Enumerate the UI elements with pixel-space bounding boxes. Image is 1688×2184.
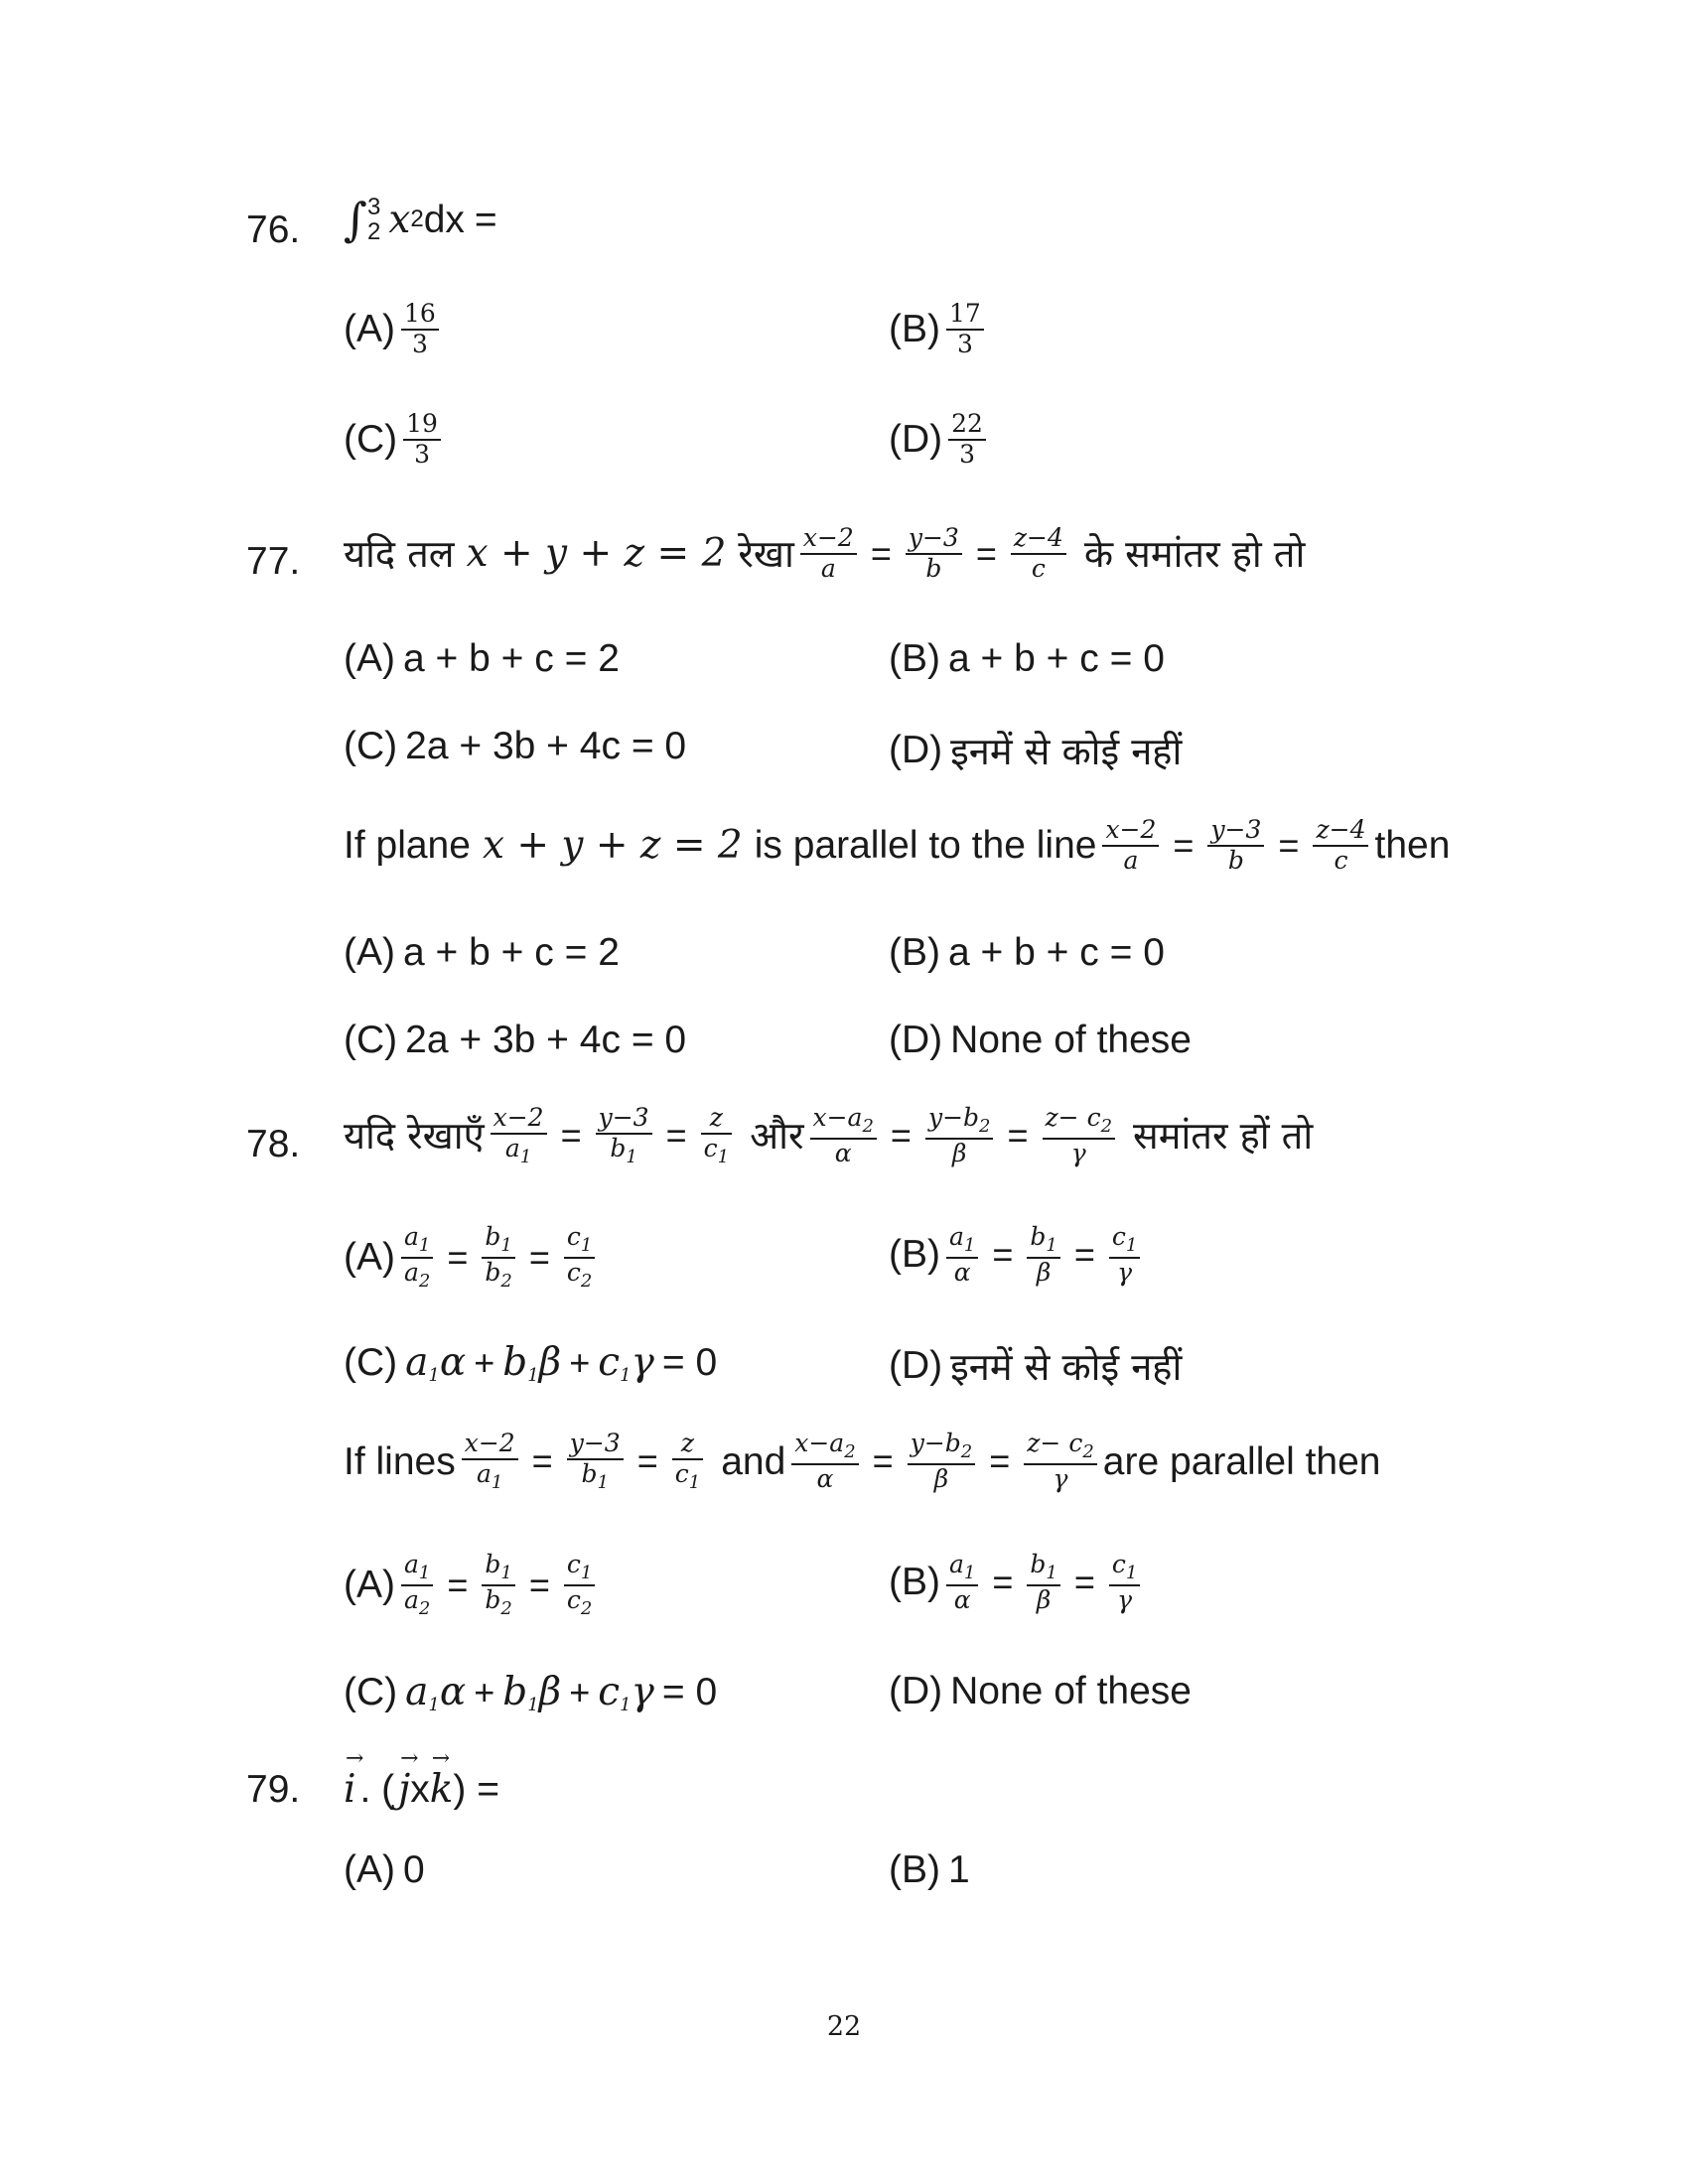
stem-text: समांतर हों तो (1133, 1114, 1314, 1159)
q76-option-c[interactable] (344, 410, 447, 470)
q77-hi-option-d[interactable]: (D) इनमें से कोई नहीं (889, 729, 1183, 773)
page-number: 22 (826, 2011, 862, 2042)
line-fraction: $\frac{z-4}{c}$ (1011, 524, 1066, 584)
option-fraction: $\frac{16}{3}$ (401, 300, 439, 359)
plane-equation: x + y + z = 2 (466, 531, 727, 577)
upper-limit: 3 (366, 194, 381, 220)
option-fraction: $\frac{19}{3}$ (403, 410, 441, 470)
q77-en-option-b[interactable]: (B) a + b + c = 0 (889, 931, 1165, 974)
option-label: (C) (344, 417, 398, 461)
line-fraction: $\frac{x-2}{a}$ (1102, 816, 1159, 876)
q77-stem-english: If plane x + y + z = 2 is parallel to the line $\frac{x-2}{a}$ = $\frac{y-3}{b}$ = $\frac{z-4}{c}$ then (344, 815, 1451, 875)
question-number-76: 76. (246, 208, 301, 251)
line-fraction: $\frac{y-3}{b}$ (1207, 816, 1264, 876)
q78-stem-english: If lines $\frac{x-2}{a_1}$ = $\frac{y-3}{b_1}$ = $\frac{z}{c_1}$ and $\frac{x-a_2}{\alpha}$ = $\frac{y-b_2}{\beta}$ = $\frac{z- c_2}{\gamma}$ are parallel then (344, 1429, 1381, 1493)
line-fraction: $\frac{x-2}{a}$ (800, 524, 857, 584)
q78-hi-option-b[interactable]: (B) $\frac{a_1}{\alpha}$ = $\frac{b_1}{\beta}$ = $\frac{c_1}{\gamma}$ (889, 1223, 1146, 1287)
q77-stem-hindi: यदि तल x + y + z = 2 रेखा $\frac{x-2}{a}$ = $\frac{y-3}{b}$ = $\frac{z-4}{c}$ के समांतर हो तो (344, 523, 1306, 583)
q78-hi-option-c[interactable]: (C) $a_1\alpha$ + $b_1\beta$ + $c_1\gamma$ = 0 (344, 1340, 718, 1386)
lower-limit: 2 (366, 218, 381, 246)
question-number-77: 77. (246, 540, 301, 583)
option-fraction: $\frac{17}{3}$ (946, 300, 984, 359)
stem-text: रेखा (738, 531, 794, 576)
line1-fraction: $\frac{z}{c_1}$ (701, 1104, 732, 1167)
line-fraction: $\frac{y-3}{b}$ (906, 524, 962, 584)
option-fraction: $\frac{22}{3}$ (948, 410, 986, 470)
unit-vector-k: → k (430, 1770, 454, 1809)
q78-en-option-d[interactable]: (D) None of these (889, 1670, 1192, 1712)
q77-en-option-d[interactable]: (D) None of these (889, 1019, 1192, 1061)
stem-text: यदि रेखाएँ (344, 1114, 485, 1159)
stem-text: then (1374, 824, 1451, 868)
q79-stem: → i . ( → j x → k ) = (344, 1770, 499, 1809)
q77-en-option-c[interactable]: (C) 2a + 3b + 4c = 0 (344, 1019, 687, 1061)
integrand: x (388, 197, 411, 242)
q78-en-option-c[interactable]: (C) $a_1\alpha$ + $b_1\beta$ + $c_1\gamma$ = 0 (344, 1670, 718, 1715)
q78-hi-option-d[interactable]: (D) इनमें से कोई नहीं (889, 1344, 1183, 1389)
option-label: (D) (889, 417, 943, 461)
stem-text: are parallel then (1102, 1439, 1381, 1483)
equals-sign: = (474, 198, 497, 241)
stem-text: If plane (344, 824, 471, 868)
unit-vector-j: → j (398, 1770, 410, 1809)
plane-equation: x + y + z = 2 (482, 823, 743, 869)
q77-en-option-a[interactable]: (A) a + b + c = 2 (344, 931, 620, 974)
q78-en-option-b[interactable]: (B) $\frac{a_1}{\alpha}$ = $\frac{b_1}{\beta}$ = $\frac{c_1}{\gamma}$ (889, 1551, 1146, 1614)
line2-fraction: $\frac{x-a_2}{\alpha}$ (810, 1104, 877, 1167)
differential: dx (423, 198, 465, 241)
unit-vector-i: → i (344, 1770, 355, 1809)
q76-option-a[interactable] (344, 300, 445, 359)
q77-hi-option-a[interactable]: (A) a + b + c = 2 (344, 637, 620, 680)
line1-fraction: $\frac{x-2}{a_1}$ (491, 1104, 547, 1167)
stem-text: यदि तल (344, 531, 455, 576)
stem-text: के समांतर हो तो (1083, 531, 1306, 576)
integral-sign: ∫ (344, 193, 367, 247)
question-number-79: 79. (246, 1768, 301, 1811)
stem-text: is parallel to the line (754, 824, 1097, 868)
line-fraction: $\frac{z-4}{c}$ (1313, 816, 1368, 876)
integral-limits (367, 195, 380, 244)
option-label: (A) (344, 307, 395, 350)
q77-hi-option-c[interactable]: (C) 2a + 3b + 4c = 0 (344, 725, 687, 767)
q77-hi-option-b[interactable]: (B) a + b + c = 0 (889, 637, 1165, 680)
stem-text: और (750, 1114, 804, 1159)
q76-stem (344, 193, 497, 247)
line2-fraction: $\frac{y-b_2}{\beta}$ (925, 1104, 994, 1167)
q76-option-b[interactable] (889, 300, 990, 359)
option-label: (B) (889, 307, 940, 350)
q78-stem-hindi: यदि रेखाएँ $\frac{x-2}{a_1}$ = $\frac{y-3}{b_1}$ = $\frac{z}{c_1}$ और $\frac{x-a_2}{\alpha}$ = $\frac{y-b_2}{\beta}$ = $\frac{z- c_2}{\gamma}$ समांतर हों तो (344, 1103, 1314, 1167)
q78-en-option-a[interactable]: (A) $\frac{a_1}{a_2}$ = $\frac{b_1}{b_2}$ = $\frac{c_1}{c_2}$ (344, 1551, 601, 1619)
q79-option-a[interactable]: (A) 0 (344, 1848, 425, 1891)
line1-fraction: $\frac{y-3}{b_1}$ (596, 1104, 652, 1167)
stem-text: and (721, 1439, 786, 1483)
q78-hi-option-a[interactable]: (A) $\frac{a_1}{a_2}$ = $\frac{b_1}{b_2}$ = $\frac{c_1}{c_2}$ (344, 1223, 601, 1292)
q79-option-b[interactable]: (B) 1 (889, 1848, 970, 1891)
stem-text: If lines (344, 1439, 456, 1483)
exponent: 2 (410, 205, 424, 233)
question-number-78: 78. (246, 1123, 301, 1165)
line2-fraction: $\frac{z- c_2}{\gamma}$ (1043, 1104, 1116, 1167)
q76-option-d[interactable] (889, 410, 992, 470)
cross-symbol: x (410, 1768, 430, 1811)
